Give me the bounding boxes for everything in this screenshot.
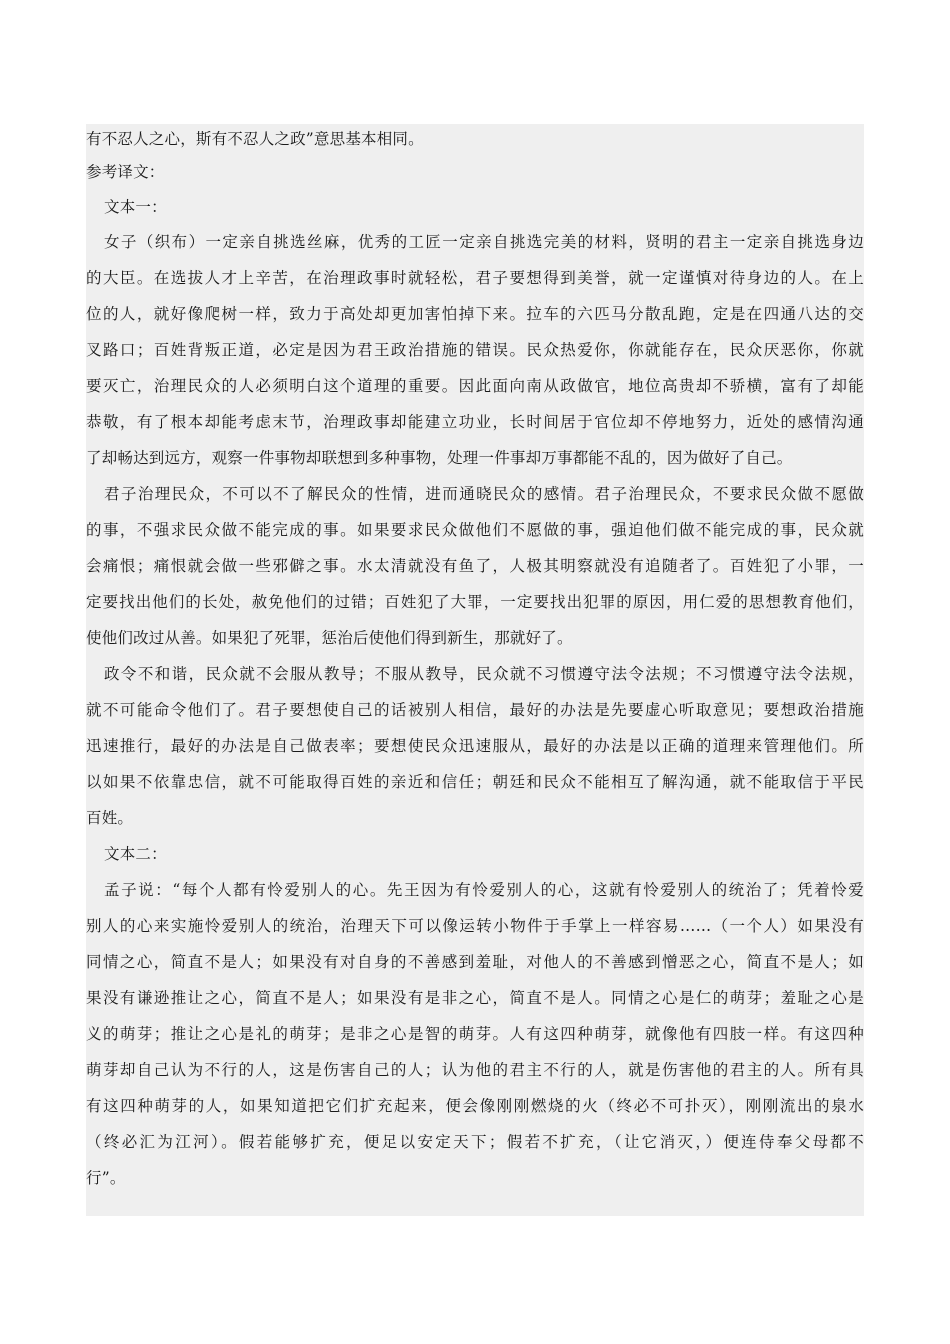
text-line: 的事，不强求民众做不能完成的事。如果要求民众做他们不愿做的事，强迫他们做不能完成的事，民众就 xyxy=(86,521,864,539)
text-line: 定要找出他们的长处，赦免他们的过错；百姓犯了大罪，一定要找出犯罪的原因，用仁爱的思想教育他们， xyxy=(86,593,864,611)
text-line: 女子（织布）一定亲自挑选丝麻，优秀的工匠一定亲自挑选完美的材料，贤明的君主一定亲自挑选身边 xyxy=(104,233,864,251)
text-line: 君子治理民众，不可以不了解民众的性情，进而通晓民众的感情。君子治理民众，不要求民众做不愿做 xyxy=(104,485,864,503)
text-line: 有不忍人之心，斯有不忍人之政”意思基本相同。 xyxy=(86,130,424,148)
text-line: 位的人，就好像爬树一样，致力于高处却更加害怕掉下来。拉车的六匹马分散乱跑，定是在四通八达的交 xyxy=(86,305,864,323)
text-line: 的大臣。在选拔人才上辛苦，在治理政事时就轻松，君子要想得到美誉，就一定谨慎对待身边的人。在上 xyxy=(86,269,864,287)
text-line: 会痛恨；痛恨就会做一些邪僻之事。水太清就没有鱼了，人极其明察就没有追随者了。百姓犯了小罪，一 xyxy=(86,557,864,575)
text-line: 同情之心，简直不是人；如果没有对自身的不善感到羞耻，对他人的不善感到憎恶之心，简直不是人；如 xyxy=(86,953,864,971)
text-line: 迅速推行，最好的办法是自己做表率；要想使民众迅速服从，最好的办法是以正确的道理来管理他们。所 xyxy=(86,737,864,755)
document-page xyxy=(86,124,864,1216)
reference-translation-heading: 参考译文： xyxy=(86,163,165,181)
text-line: 果没有谦逊推让之心，简直不是人；如果没有是非之心，简直不是人。同情之心是仁的萌芽；羞耻之心是 xyxy=(86,989,864,1007)
text-line: 萌芽却自己认为不行的人，这是伤害自己的人；认为他的君主不行的人，就是伤害他的君主的人。所有具 xyxy=(86,1061,864,1079)
text-line: （终必汇为江河）。假若能够扩充，便足以安定天下；假若不扩充，（让它消灭，）便连侍奉父母都不 xyxy=(86,1133,864,1151)
text-line: 百姓。 xyxy=(86,809,134,827)
text-line: 了却畅达到远方，观察一件事物却联想到多种事物，处理一件事却万事都能不乱的，因为做好了自己。 xyxy=(86,449,793,467)
text-two-heading: 文本二： xyxy=(104,845,167,863)
text-line: 使他们改过从善。如果犯了死罪，惩治后使他们得到新生，那就好了。 xyxy=(86,629,573,647)
text-line: 就不可能命令他们了。君子要想使自己的话被别人相信，最好的办法是先要虚心听取意见；要想政治措施 xyxy=(86,701,864,719)
text-line: 孟子说：“每个人都有怜爱别人的心。先王因为有怜爱别人的心，这就有怜爱别人的统治了；凭着怜爱 xyxy=(104,881,864,899)
text-line: 以如果不依靠忠信，就不可能取得百姓的亲近和信任；朝廷和民众不能相互了解沟通，就不能取信于平民 xyxy=(86,773,864,791)
text-line: 叉路口；百姓背叛正道，必定是因为君王政治措施的错误。民众热爱你，你就能存在，民众厌恶你，你就 xyxy=(86,341,864,359)
text-line: 别人的心来实施怜爱别人的统治，治理天下可以像运转小物件于手掌上一样容易……（一个人）如果没有 xyxy=(86,917,864,935)
text-line: 要灭亡，治理民众的人必须明白这个道理的重要。因此面向南从政做官，地位高贵却不骄横，富有了却能 xyxy=(86,377,864,395)
text-line: 恭敬，有了根本却能考虑末节，治理政事却能建立功业，长时间居于官位却不停地努力，近处的感情沟通 xyxy=(86,413,864,431)
text-line: 有这四种萌芽的人，如果知道把它们扩充起来，便会像刚刚燃烧的火（终必不可扑灭），刚刚流出的泉水 xyxy=(86,1097,864,1115)
text-one-heading: 文本一： xyxy=(104,198,167,216)
text-line: 行”。 xyxy=(86,1169,126,1187)
text-line: 义的萌芽；推让之心是礼的萌芽；是非之心是智的萌芽。人有这四种萌芽，就像他有四肢一样。有这四种 xyxy=(86,1025,864,1043)
text-line: 政令不和谐，民众就不会服从教导；不服从教导，民众就不习惯遵守法令法规；不习惯遵守法令法规， xyxy=(104,665,864,683)
